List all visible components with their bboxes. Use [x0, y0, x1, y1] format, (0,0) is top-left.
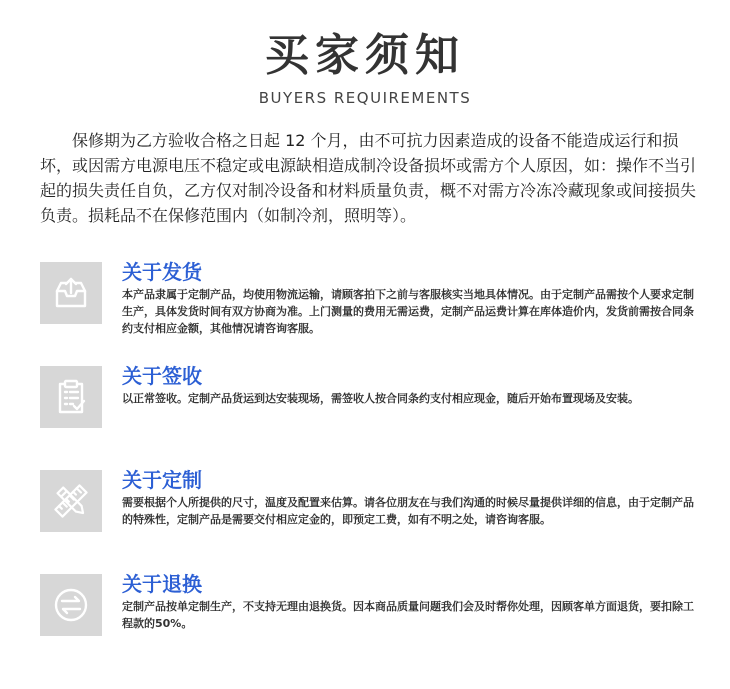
- page-subtitle: BUYERS REQUIREMENTS: [258, 89, 472, 107]
- exchange-arrows-icon: [40, 574, 102, 636]
- warranty-paragraph: 保修期为乙方验收合格之日起 12 个月，由不可抗力因素造成的设备不能造成运行和损坏，或因需方电源电压不稳定或电源缺相造成制冷设备损坏或需方个人原因，如：操作不当引起的损失责任自负，乙方仅对制冷设备和材料质量负责，概不对需方冷冻冷藏现象或间接损失负责。损耗品不在保修范围内（如制冷剂，照明等）。: [40, 131, 697, 225]
- section-customization: [40, 470, 700, 550]
- section-title: 关于定制: [122, 468, 202, 492]
- section-body: 定制产品按单定制生产，不支持无理由退换货。因本商品质量问题我们会及时帮你处理，因顾客单方面退货，要扣除工程款的50%。: [122, 600, 694, 630]
- section-returns: [40, 574, 700, 654]
- page-title: 买家须知: [265, 30, 465, 81]
- section-body: 以正常签收。定制产品货运到达安装现场，需签收人按合同条约支付相应现金，随后开始布置现场及安装。: [122, 392, 639, 405]
- section-body: 需要根据个人所提供的尺寸，温度及配置来估算。请各位朋友在与我们沟通的时候尽量提供详细的信息，由于定制产品的特殊性，定制产品是需要交付相应定金的，即预定工费，如有不明之处，请咨询客服。: [122, 496, 694, 526]
- ruler-pencil-icon: [40, 470, 102, 532]
- section-title: 关于签收: [122, 364, 202, 388]
- clipboard-check-icon: [40, 366, 102, 428]
- section-receipt: [40, 366, 700, 446]
- section-body: 本产品隶属于定制产品，均使用物流运输，请顾客拍下之前与客服核实当地具体情况。由于定制产品需按个人要求定制生产，具体发货时间有双方协商为准。上门测量的费用无需运费，定制产品运费计算在库体造价内，发货前需按合同条约支付相应金额，其他情况请咨询客服。: [122, 288, 694, 335]
- section-title: 关于退换: [122, 572, 202, 596]
- section-shipping: [40, 262, 700, 342]
- inbox-upload-icon: [40, 262, 102, 324]
- section-title: 关于发货: [122, 260, 202, 284]
